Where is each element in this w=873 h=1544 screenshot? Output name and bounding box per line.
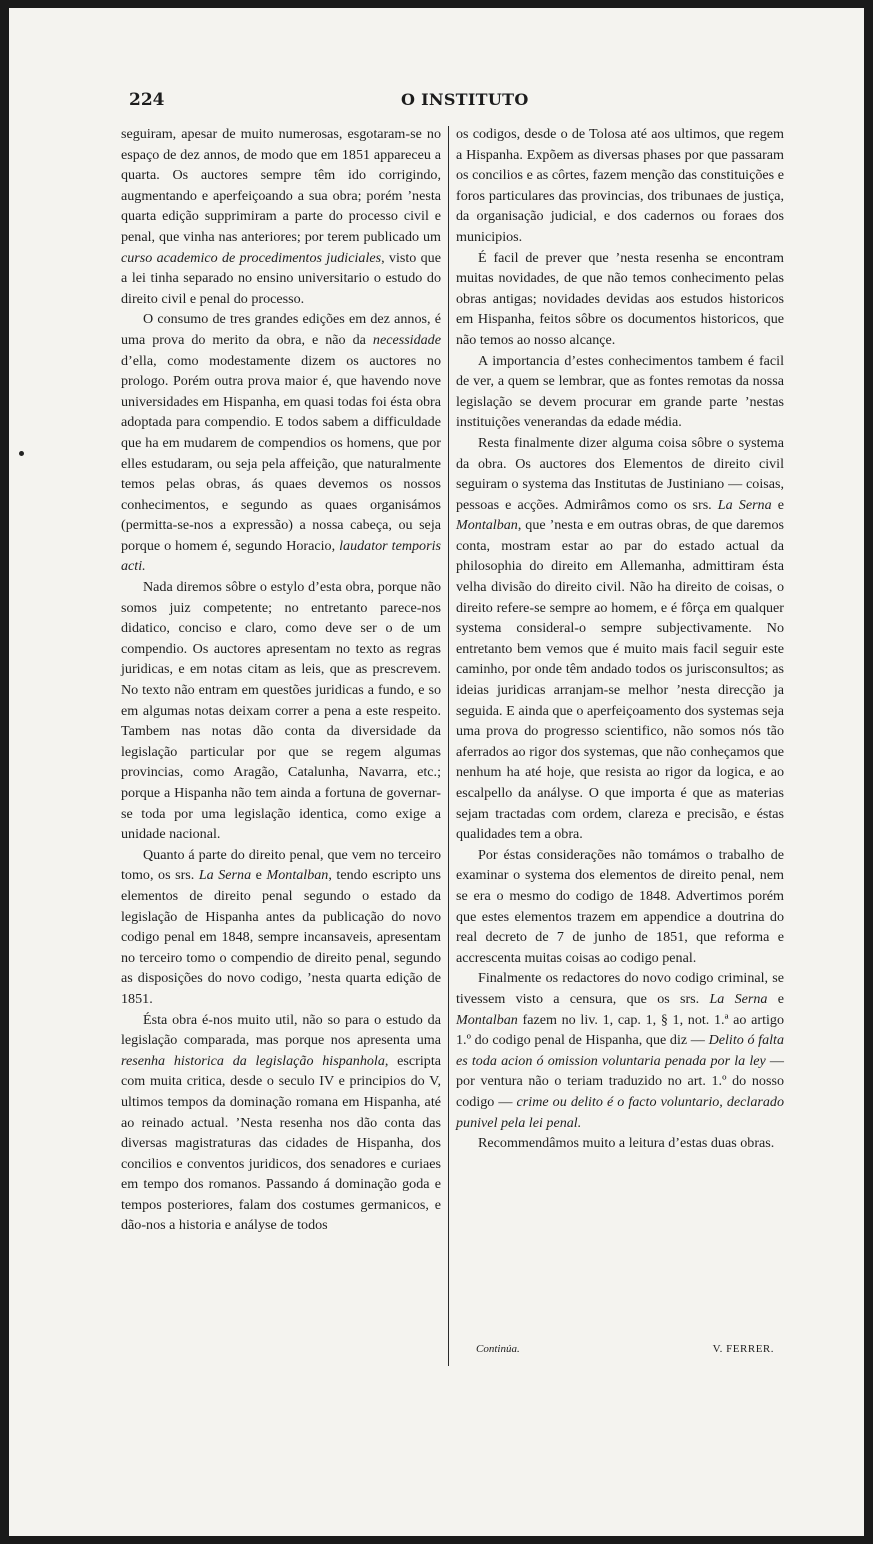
- paragraph: Recommendâmos muito a leitura d’estas duas obras.: [478, 1135, 775, 1152]
- running-title: O INSTITUTO: [401, 90, 529, 109]
- paragraph: É facil de prever que ’nesta resenha se encontram muitas novidades, de que não temos conhecimento pelas obras antigas; novidades devidas aos estudos historicos em Hispanha, feitos sôbre os documentos historicos, que não temos ao nosso alcançe.: [456, 249, 784, 348]
- page-number: 224: [129, 90, 165, 110]
- paragraph: Finalmente os redactores do novo codigo criminal, se tivessem visto a censura, que os srs. La Serna e Montalban fazem no liv. 1, cap. 1, § 1, not. 1.ª ao artigo 1.º do codigo penal de Hispanha, que diz — Delito ó falta es toda acion ó omission voluntaria penada por la ley — por ventura não o teriam traduzido no art. 1.º do nosso codigo — crime ou delito é o facto voluntario, declarado punivel pela lei penal.: [456, 970, 785, 1131]
- paragraph: Nada diremos sôbre o estylo d’esta obra, porque não somos juiz competente; no entretanto parece-nos didatico, conciso e claro, como deve ser o de um compendio. Os auctores apresentam no texto as regras juridicas, e em notas citam as leis, que as prescrevem. No texto não entram em questões juridicas a fundo, e so em algumas notas deixam correr a pena a este respeito. Tambem nas notas dão conta da diversidade da legislação particular por que se regem algumas provincias, como Aragão, Catalunha, Navarra, etc.; porque a Hispanha não tem ainda a fortuna de governar-se toda por uma legislação identica, como exige a unidade nacional.: [121, 579, 441, 843]
- paragraph: Resta finalmente dizer alguma coisa sôbre o systema da obra. Os auctores dos Elementos de direito civil seguiram o systema das Institutas de Justiniano — coisas, pessoas e acções. Admirâmos como os srs. La Serna e Montalban, que ’nesta e em outras obras, de que daremos conta, mostram estar ao par do estado actual da philosophia do direito em Allemanha, admittiram ésta velha divisão do direito civil. Não ha direito de coisas, o direito refere-se sempre ao homem, e é fôrça em qualquer systema consideral-o sempre subjectivamente. No entretanto bem vemos que é muito mais facil seguir este caminho, por onde têm andado todos os jurisconsultos; as ideias juridicas arranjam-se melhor ’nesta direcção ja seguida. E ainda que o aperfeiçoamento dos systemas seja uma prova do progresso scientifico, não somos nós tão aferrados ao rigor dos systemas, que não conheçamos que nenhum ha até hoje, que resista ao rigor da logica, e ao escalpello da anályse. O que importa é que as materias sejam tractadas com ordem, clareza e precisão, e éstas qualidades tem a obra.: [456, 434, 784, 843]
- right-column: [456, 124, 784, 1154]
- paragraph: A importancia d’estes conhecimentos tambem é facil de ver, a quem se lembrar, que as fontes remotas da nossa legislação se devem procurar em grande parte ’nestas instituições venerandas da edade média.: [456, 352, 784, 431]
- margin-mark: [19, 451, 24, 456]
- paragraph: Quanto á parte do direito penal, que vem no terceiro tomo, os srs. La Serna e Montalban, tendo escripto uns elementos de direito penal segundo o estado da legislação de Hispanha antes da publicação do novo codigo penal em 1848, sempre incansaveis, apresentam no terceiro tomo o compendio de direito penal, segundo as disposições do novo codigo, ’nesta quarta edição de 1851.: [121, 846, 441, 1007]
- paragraph: Por éstas considerações não tomámos o trabalho de examinar o systema dos elementos de direito penal, nem se era o mesmo do codigo de 1848. Advertimos porém que estes elementos trazem em appendice a doutrina do real decreto de 7 de junho de 1851, que reforma e accrescenta muitas coisas ao codigo penal.: [456, 846, 784, 966]
- paragraph: O consumo de tres grandes edições em dez annos, é uma prova do merito da obra, e não da necessidade d’ella, como modestamente dizem os auctores no prologo. Porém outra prova maior é, que havendo nove universidades em Hispanha, em quasi todas foi ésta obra adoptada para compendio. E todos sabem a difficuldade que ha em mudarem de compendios os homens, que por elles estudaram, ou seja pela affeição, que naturalmente temos pelas obras, ás quaes devemos os nossos conhecimentos, e segundo as quaes organisámos (permitta-se-nos a expressão) a nossa cabeça, ou seja porque o homem é, segundo Horacio, laudator temporis acti.: [121, 311, 441, 575]
- page-header: [9, 90, 864, 114]
- column-divider: [448, 126, 449, 1366]
- continues-note: Continúa.: [476, 1343, 520, 1355]
- paragraph: Ésta obra é-nos muito util, não so para o estudo da legislação comparada, mas porque nos apresenta uma resenha historica da legislação hispanhola, escripta com muita critica, desde o seculo IV e principios do V, ultimos tempos da dominação romana em Hispanha, até ao reinado actual. ’Nesta resenha nos dão conta das diversas magistraturas das cidades de Hispanha, dos concilios e conventos juridicos, dos senadores e curiaes em tempo dos romanos. Passando á dominação goda e tempos posteriores, falam dos costumes germanicos, e dão-nos a historia e anályse de todos: [121, 1011, 441, 1234]
- paragraph: seguiram, apesar de muito numerosas, esgotaram-se no espaço de dez annos, de modo que em 1851 appareceu a quarta. Os auctores sempre têm ido corrigindo, augmentando e aperfeiçoando a sua obra; porém ’nesta quarta edição supprimiram a parte do processo civil e penal, que vinha nas anteriores; por terem publicado um curso academico de procedimentos judiciales, visto que a lei tinha separado no ensino universitario o estudo do direito civil e penal do processo.: [121, 126, 441, 307]
- left-column: [121, 124, 441, 1236]
- page-sheet: [9, 8, 864, 1536]
- paragraph: os codigos, desde o de Tolosa até aos ultimos, que regem a Hispanha. Expõem as diversas phases por que passaram os concilios e as côrtes, fazem menção das constituições e foros particulares das provincias, dos tribunaes de justiça, da organisação judicial, e dos cadernos ou foraes dos municipios.: [456, 126, 784, 245]
- author-signature: V. FERRER.: [712, 1343, 774, 1355]
- article-footer: [456, 1343, 784, 1363]
